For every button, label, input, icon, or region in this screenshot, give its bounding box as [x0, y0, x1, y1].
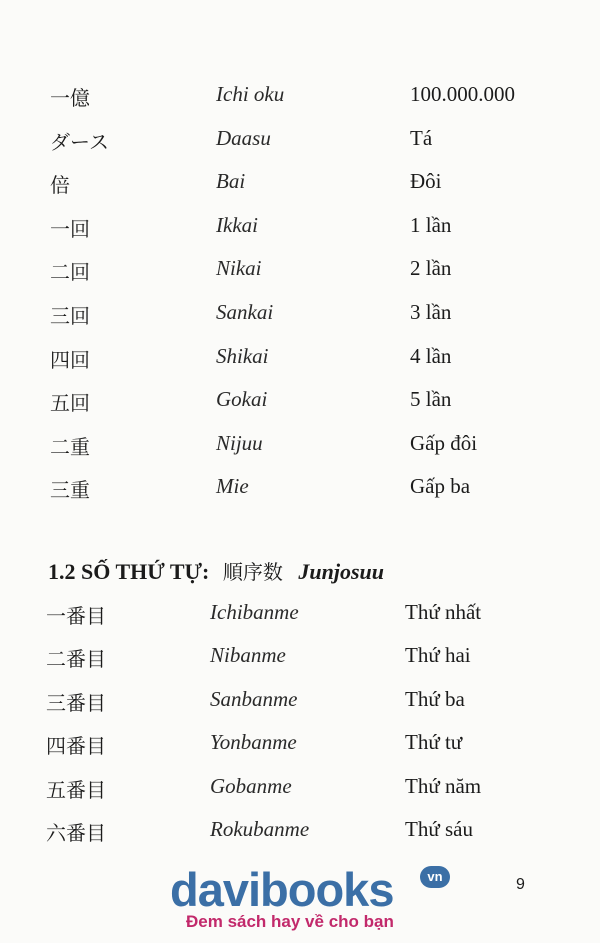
vietnamese-meaning: 1 lần — [410, 212, 452, 237]
vietnamese-meaning: Thứ sáu — [405, 817, 473, 841]
davibooks-watermark-logo — [170, 862, 470, 938]
japanese-term: 一億 — [50, 86, 90, 110]
japanese-term: 倍 — [50, 173, 70, 198]
romaji-term: Shikai — [216, 343, 269, 368]
romaji-term: Rokubanme — [210, 817, 310, 841]
japanese-term: 五番目 — [46, 777, 106, 802]
watermark-badge: vn — [420, 866, 450, 888]
vietnamese-meaning: 5 lần — [410, 387, 452, 412]
romaji-term: Sankai — [216, 300, 274, 324]
romaji-term: Yonbanme — [210, 730, 297, 755]
table-row — [0, 730, 600, 760]
romaji-term: Sanbanme — [210, 686, 298, 711]
section-heading-title: 1.2 SỐ THỨ TỰ: — [48, 559, 210, 584]
vietnamese-meaning: Tá — [410, 125, 433, 150]
japanese-term: 三番目 — [46, 690, 106, 715]
vietnamese-meaning: Thứ tư — [405, 730, 463, 755]
vietnamese-meaning: Đôi — [410, 169, 442, 194]
vietnamese-meaning: Thứ nhất — [405, 600, 482, 624]
japanese-term: 二重 — [50, 434, 90, 459]
romaji-term: Nikai — [216, 256, 262, 281]
table-row — [0, 687, 600, 717]
japanese-term: 三重 — [50, 478, 90, 503]
section-heading-romaji: Junjosuu — [298, 559, 384, 584]
romaji-term: Gobanme — [210, 773, 292, 798]
vietnamese-meaning: Gấp ba — [410, 474, 471, 499]
romaji-term: Mie — [216, 474, 249, 499]
japanese-term: 二番目 — [46, 647, 106, 672]
table-row — [0, 213, 600, 243]
table-row — [0, 82, 600, 112]
japanese-term: 五回 — [50, 391, 90, 416]
watermark-slogan: Đem sách hay về cho bạn — [186, 912, 394, 931]
romaji-term: Nibanme — [210, 643, 286, 668]
romaji-term: Ichibanme — [210, 600, 299, 624]
watermark-brand: davibooks — [170, 863, 394, 916]
japanese-term: 四番目 — [46, 734, 106, 759]
table-row — [0, 774, 600, 804]
romaji-term: Ichi oku — [216, 82, 285, 106]
vietnamese-meaning: Thứ năm — [405, 773, 482, 798]
table-row — [0, 643, 600, 673]
vietnamese-meaning: 3 lần — [410, 300, 452, 324]
japanese-term: 四回 — [50, 347, 90, 372]
table-row — [0, 431, 600, 461]
vietnamese-meaning: 4 lần — [410, 343, 452, 368]
table-row — [0, 169, 600, 199]
table-row — [0, 344, 600, 374]
japanese-term: 六番目 — [46, 821, 106, 845]
japanese-term: 一回 — [50, 216, 90, 241]
vietnamese-meaning: Gấp đôi — [410, 430, 478, 455]
table-row — [0, 817, 600, 847]
table-row — [0, 300, 600, 330]
romaji-term: Nijuu — [216, 430, 263, 455]
vietnamese-meaning: Thứ hai — [405, 643, 471, 668]
table-row — [0, 474, 600, 504]
vietnamese-meaning: 2 lần — [410, 256, 452, 281]
japanese-term: 一番目 — [46, 604, 106, 628]
table-row — [0, 600, 600, 630]
table-row — [0, 256, 600, 286]
romaji-term: Gokai — [216, 387, 268, 412]
romaji-term: Daasu — [216, 125, 271, 150]
japanese-term: ダース — [50, 129, 109, 154]
japanese-term: 二回 — [50, 260, 90, 285]
table-row — [0, 387, 600, 417]
vietnamese-meaning: 100.000.000 — [410, 82, 515, 106]
romaji-term: Bai — [216, 169, 246, 194]
page-number: 9 — [516, 876, 525, 893]
section-heading-japanese: 順序数 — [222, 560, 283, 584]
romaji-term: Ikkai — [216, 212, 258, 237]
section-heading — [48, 556, 384, 588]
japanese-term: 三回 — [50, 304, 90, 328]
table-row — [0, 126, 600, 156]
vietnamese-meaning: Thứ ba — [405, 686, 465, 711]
